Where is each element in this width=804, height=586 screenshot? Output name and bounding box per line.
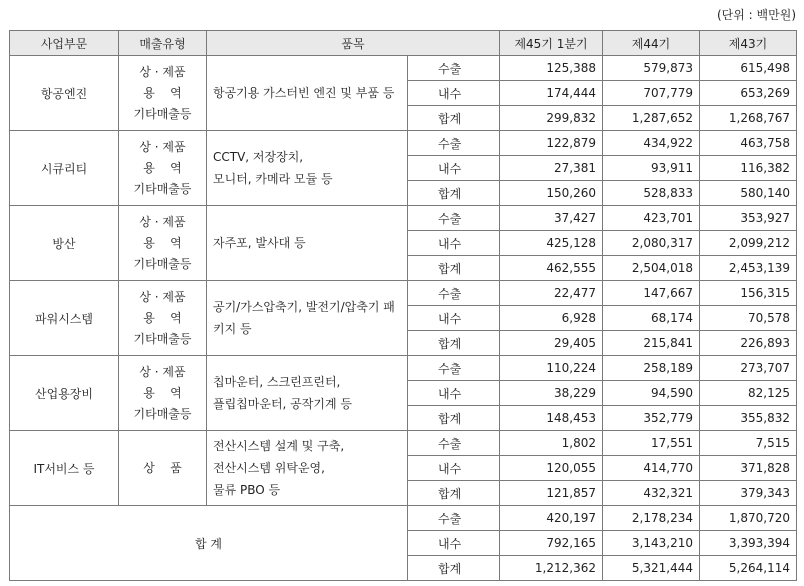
row-kind: 합계: [408, 256, 500, 281]
row-kind: 내수: [408, 306, 500, 331]
item-line: 물류 PBO 등: [213, 483, 281, 497]
sales-type-line: 상 · 제품: [139, 289, 186, 304]
table-row: [10, 431, 797, 456]
total-value-44: 3,143,210: [603, 531, 700, 556]
value-44: 1,287,652: [603, 106, 700, 131]
sales-type-line: 용 역: [143, 85, 182, 100]
value-45-q1: 27,381: [500, 156, 603, 181]
value-44: 434,922: [603, 131, 700, 156]
table-body: [10, 56, 797, 581]
row-kind: 합계: [408, 556, 500, 581]
value-44: 352,779: [603, 406, 700, 431]
sales-type-line: 상 · 제품: [139, 64, 186, 79]
header-period-45-q1: 제45기 1분기: [500, 31, 603, 56]
row-kind: 수출: [408, 281, 500, 306]
value-45-q1: 6,928: [500, 306, 603, 331]
value-43: 353,927: [700, 206, 797, 231]
item-cell: [207, 206, 408, 281]
row-kind: 내수: [408, 81, 500, 106]
value-45-q1: 174,444: [500, 81, 603, 106]
sales-type-line: 기타매출등: [133, 181, 192, 196]
segment-name: IT서비스 등: [10, 431, 119, 506]
header-segment: 사업부문: [10, 31, 119, 56]
total-value-45-q1: 1,212,362: [500, 556, 603, 581]
total-row: [10, 506, 797, 531]
value-45-q1: 120,055: [500, 456, 603, 481]
unit-note: (단위 : 백만원): [717, 8, 796, 22]
value-44: 528,833: [603, 181, 700, 206]
item-line: 키지 등: [213, 322, 252, 336]
sales-table: [9, 30, 797, 581]
sales-type-line: 용 역: [143, 235, 182, 250]
value-45-q1: 38,229: [500, 381, 603, 406]
row-kind: 수출: [408, 506, 500, 531]
sales-type-line: 상 품: [143, 460, 182, 475]
header-item: 품목: [207, 31, 500, 56]
item-cell: [207, 356, 408, 431]
row-kind: 합계: [408, 331, 500, 356]
sales-type-line: 상 · 제품: [139, 214, 186, 229]
value-44: 2,504,018: [603, 256, 700, 281]
row-kind: 내수: [408, 231, 500, 256]
header-period-44: 제44기: [603, 31, 700, 56]
value-43: 7,515: [700, 431, 797, 456]
segment-name: 산업용장비: [10, 356, 119, 431]
value-45-q1: 121,857: [500, 481, 603, 506]
value-43: 273,707: [700, 356, 797, 381]
value-45-q1: 148,453: [500, 406, 603, 431]
value-45-q1: 425,128: [500, 231, 603, 256]
sales-type-line: 기타매출등: [133, 331, 192, 346]
value-44: 2,080,317: [603, 231, 700, 256]
sales-type-line: 용 역: [143, 385, 182, 400]
row-kind: 내수: [408, 531, 500, 556]
sales-type-cell: [119, 56, 207, 131]
item-line: 전산시스템 설계 및 구축,: [213, 439, 345, 453]
value-44: 147,667: [603, 281, 700, 306]
value-43: 379,343: [700, 481, 797, 506]
value-43: 1,268,767: [700, 106, 797, 131]
sales-type-cell: [119, 431, 207, 506]
sales-type-line: 기타매출등: [133, 406, 192, 421]
value-45-q1: 122,879: [500, 131, 603, 156]
header-period-43: 제43기: [700, 31, 797, 56]
row-kind: 수출: [408, 131, 500, 156]
value-44: 707,779: [603, 81, 700, 106]
value-44: 93,911: [603, 156, 700, 181]
total-value-45-q1: 792,165: [500, 531, 603, 556]
total-value-45-q1: 420,197: [500, 506, 603, 531]
sales-type-cell: [119, 206, 207, 281]
item-line: 전산시스템 위탁운영,: [213, 461, 325, 475]
value-43: 2,453,139: [700, 256, 797, 281]
total-value-43: 3,393,394: [700, 531, 797, 556]
value-43: 2,099,212: [700, 231, 797, 256]
item-line: 모니터, 카메라 모듈 등: [213, 172, 333, 186]
value-44: 17,551: [603, 431, 700, 456]
value-45-q1: 299,832: [500, 106, 603, 131]
item-cell: [207, 131, 408, 206]
total-value-44: 5,321,444: [603, 556, 700, 581]
row-kind: 수출: [408, 431, 500, 456]
value-44: 68,174: [603, 306, 700, 331]
table-row: [10, 56, 797, 81]
item-line: 칩마운터, 스크린프린터,: [213, 375, 341, 389]
segment-name: 시큐리티: [10, 131, 119, 206]
sales-type-line: 상 · 제품: [139, 139, 186, 154]
table-row: [10, 356, 797, 381]
header-row: [10, 31, 797, 56]
sales-type-line: 기타매출등: [133, 106, 192, 121]
item-line: 자주포, 발사대 등: [213, 236, 306, 250]
row-kind: 수출: [408, 56, 500, 81]
value-45-q1: 462,555: [500, 256, 603, 281]
item-line: 항공기용 가스터빈 엔진 및 부품 등: [213, 86, 395, 100]
value-45-q1: 1,802: [500, 431, 603, 456]
value-44: 423,701: [603, 206, 700, 231]
value-45-q1: 110,224: [500, 356, 603, 381]
row-kind: 합계: [408, 406, 500, 431]
item-line: 공기/가스압축기, 발전기/압축기 패: [213, 300, 395, 314]
value-45-q1: 125,388: [500, 56, 603, 81]
sales-type-cell: [119, 356, 207, 431]
value-44: 94,590: [603, 381, 700, 406]
value-45-q1: 29,405: [500, 331, 603, 356]
table-row: [10, 281, 797, 306]
row-kind: 내수: [408, 156, 500, 181]
row-kind: 수출: [408, 206, 500, 231]
segment-name: 파워시스템: [10, 281, 119, 356]
sales-type-line: 용 역: [143, 310, 182, 325]
value-44: 579,873: [603, 56, 700, 81]
sales-type-line: 상 · 제품: [139, 364, 186, 379]
row-kind: 합계: [408, 481, 500, 506]
value-43: 82,125: [700, 381, 797, 406]
value-44: 215,841: [603, 331, 700, 356]
row-kind: 합계: [408, 181, 500, 206]
item-cell: [207, 56, 408, 131]
row-kind: 내수: [408, 456, 500, 481]
table-row: [10, 131, 797, 156]
value-45-q1: 150,260: [500, 181, 603, 206]
total-value-43: 1,870,720: [700, 506, 797, 531]
total-value-44: 2,178,234: [603, 506, 700, 531]
item-line: 플립칩마운터, 공작기계 등: [213, 397, 352, 411]
sales-type-line: 기타매출등: [133, 256, 192, 271]
item-line: CCTV, 저장장치,: [213, 150, 304, 164]
value-43: 463,758: [700, 131, 797, 156]
item-cell: [207, 281, 408, 356]
sales-type-line: 용 역: [143, 160, 182, 175]
value-43: 371,828: [700, 456, 797, 481]
value-43: 355,832: [700, 406, 797, 431]
value-44: 432,321: [603, 481, 700, 506]
sales-type-cell: [119, 131, 207, 206]
value-43: 615,498: [700, 56, 797, 81]
value-43: 580,140: [700, 181, 797, 206]
value-43: 156,315: [700, 281, 797, 306]
value-45-q1: 22,477: [500, 281, 603, 306]
table-row: [10, 206, 797, 231]
value-43: 226,893: [700, 331, 797, 356]
row-kind: 수출: [408, 356, 500, 381]
row-kind: 내수: [408, 381, 500, 406]
sales-type-cell: [119, 281, 207, 356]
total-value-43: 5,264,114: [700, 556, 797, 581]
row-kind: 합계: [408, 106, 500, 131]
value-43: 70,578: [700, 306, 797, 331]
segment-name: 방산: [10, 206, 119, 281]
value-45-q1: 37,427: [500, 206, 603, 231]
value-43: 116,382: [700, 156, 797, 181]
value-44: 414,770: [603, 456, 700, 481]
value-44: 258,189: [603, 356, 700, 381]
header-sales-type: 매출유형: [119, 31, 207, 56]
item-cell: [207, 431, 408, 506]
value-43: 653,269: [700, 81, 797, 106]
total-label: 합 계: [10, 506, 408, 581]
segment-name: 항공엔진: [10, 56, 119, 131]
